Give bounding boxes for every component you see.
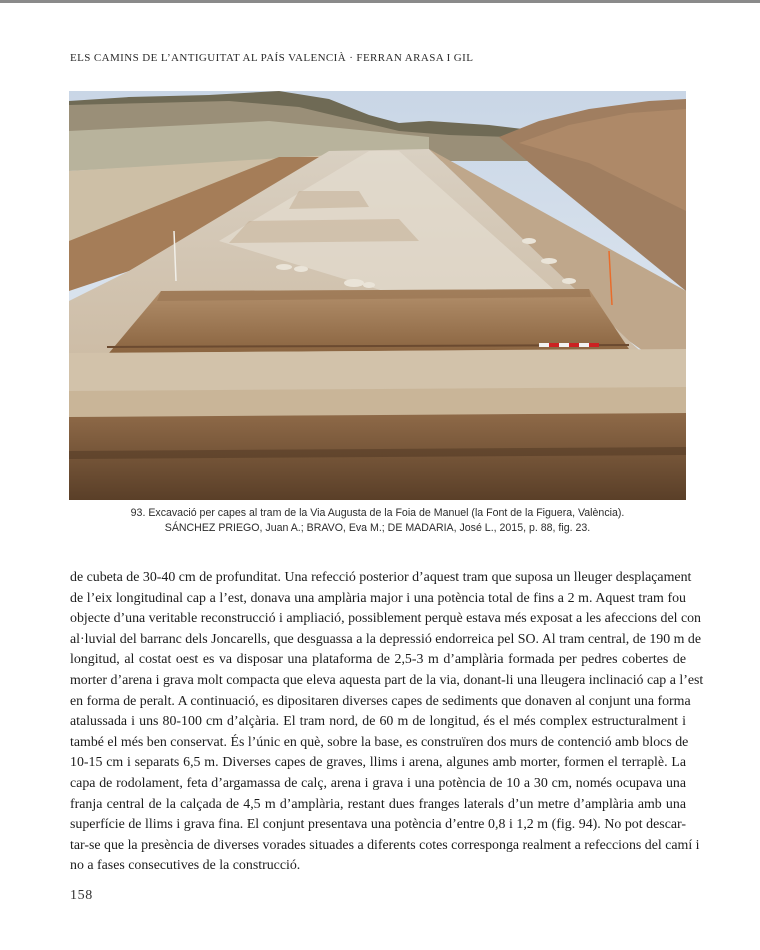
running-header: ELS CAMINS DE L’ANTIGUITAT AL PAÍS VALENCIÀ · FERRAN ARASA I GIL — [70, 52, 474, 64]
body-line: de l’eix longitudinal cap a l’est, donava una amplària major i una potència total de fins a 2 m. Aquest tram fou — [70, 590, 686, 606]
figure-caption — [69, 506, 686, 536]
page-number: 158 — [70, 888, 93, 903]
body-line: en forma de peralt. A continuació, es dipositaren diverses capes de sediments que donaven al conjunt una forma — [70, 693, 691, 709]
excavation-photo-illustration — [69, 91, 686, 500]
body-line: atalussada i uns 80-100 cm d’alçària. El tram nord, de 60 m de longitud, és el més complex estructuralment i — [70, 714, 686, 730]
body-line: també el més ben conservat. És l’únic en què, sobre la base, es construïren dos murs de contenció amb blocs de — [70, 734, 689, 750]
body-line: morter d’arena i grava molt compacta que eleva aquesta part de la via, donant-li una lleugera inclinació cap a l’est — [70, 672, 704, 688]
body-line-last: no a fases consecutives de la construcció. — [70, 858, 301, 874]
body-line: tar-se que la presència de diverses vorades situades a diferents cotes corresponga realment a refeccions del camí i — [70, 837, 700, 853]
body-line: al·luvial del barranc dels Joncarells, que desguassa a la depressió endorreica pel SO. Al tram central, de 190 m de — [70, 631, 702, 647]
body-line: objecte d’una veritable reconstrucció i ampliació, possiblement perquè estava més exposat a les afeccions del con — [70, 611, 702, 627]
top-border-rule — [0, 0, 760, 3]
body-line: longitud, al costat oest es va disposar una plataforma de 2,5-3 m d’amplària formada per pedres cobertes de — [70, 652, 686, 668]
caption-line-2: SÁNCHEZ PRIEGO, Juan A.; BRAVO, Eva M.; DE MADARIA, José L., 2015, p. 88, fig. 23. — [164, 522, 591, 534]
body-line: capa de rodolament, feta d’argamassa de calç, arena i grava i una potència de 10 a 30 cm, només ocupava una — [70, 775, 686, 791]
body-line: de cubeta de 30-40 cm de profunditat. Una refecció posterior d’aquest tram que suposa un lleuger desplaçament — [70, 570, 692, 585]
body-line: superfície de llims i grava fina. El conjunt presentava una potència d’entre 0,8 i 1,2 m (fig. 94). No pot descar- — [70, 817, 686, 833]
figure-photo — [69, 91, 686, 500]
body-line: franja central de la calçada de 4,5 m d’amplària, restant dues franges laterals d’un metre d’amplària amb una — [70, 796, 686, 812]
caption-line-1: 93. Excavació per capes al tram de la Via Augusta de la Foia de Manuel (la Font de la Figuera, València). — [130, 507, 625, 519]
body-paragraph — [70, 568, 704, 877]
body-line: 10-15 cm i separats 6,5 m. Diverses capes de graves, llims i arena, algunes amb morter, formen el terraplè. La — [70, 755, 686, 771]
